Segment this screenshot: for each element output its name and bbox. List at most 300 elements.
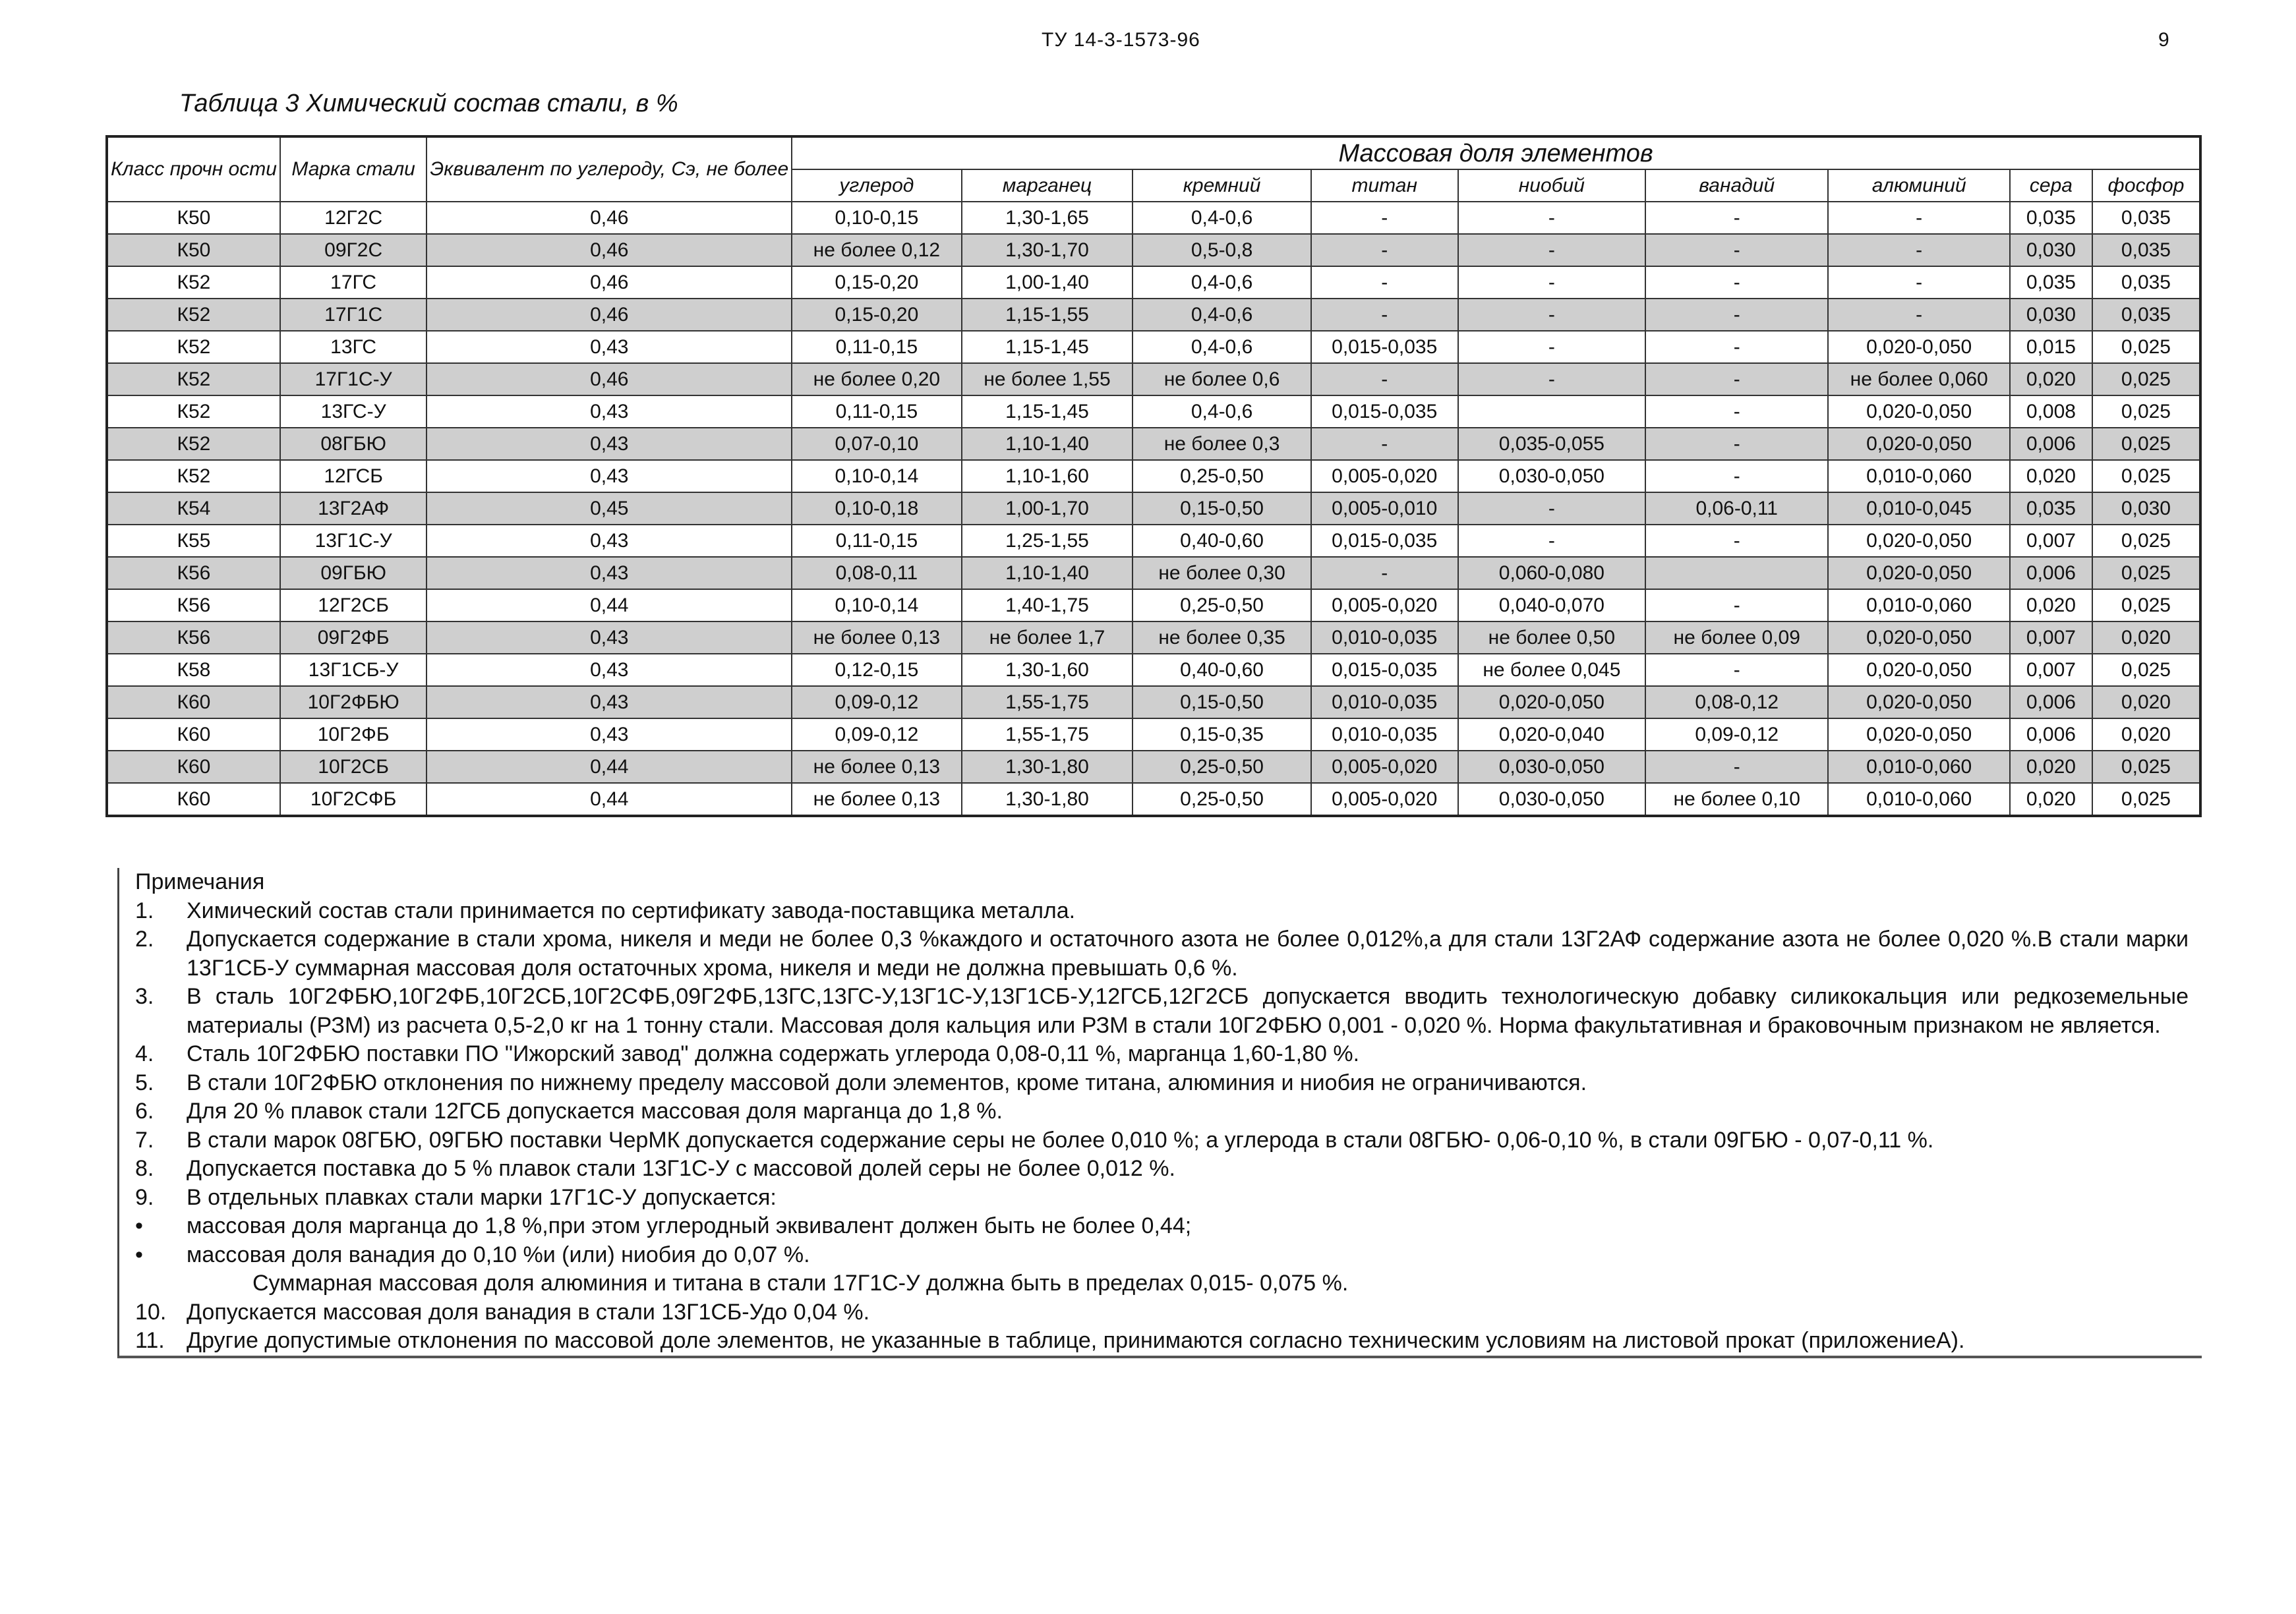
table-cell: К50 bbox=[107, 234, 280, 266]
table-cell: 0,020-0,050 bbox=[1828, 718, 2009, 751]
table-cell: 0,025 bbox=[2092, 363, 2200, 395]
note-text: Допускается содержание в стали хрома, никеля и меди не более 0,3 %каждого и остаточного азота не более 0,012%,а для стали 13Г2АФ содержание азота не более 0,020 %.В стали марки 13Г1СБ-У суммарная массовая доля остаточных хрома, никеля и меди не должна превышать 0,6 %. bbox=[187, 927, 2189, 981]
table-cell: 0,43 bbox=[427, 331, 792, 363]
table-cell: 0,4-0,6 bbox=[1133, 395, 1310, 428]
header-element: углерод bbox=[792, 169, 961, 202]
note-item bbox=[135, 1069, 2202, 1098]
table-cell: 0,020 bbox=[2092, 621, 2200, 654]
table-cell: - bbox=[1311, 363, 1458, 395]
table-cell: 0,030-0,050 bbox=[1458, 460, 1645, 492]
table-cell: 0,020 bbox=[2010, 460, 2092, 492]
table-cell: 0,010-0,060 bbox=[1828, 783, 2009, 816]
table-cell: 0,020-0,040 bbox=[1458, 718, 1645, 751]
table-cell: - bbox=[1645, 751, 1828, 783]
table-cell: 0,09-0,12 bbox=[1645, 718, 1828, 751]
table-cell: 0,015 bbox=[2010, 331, 2092, 363]
table-cell: 0,4-0,6 bbox=[1133, 299, 1310, 331]
note-text: массовая доля ванадия до 0,10 %и (или) ниобия до 0,07 %. bbox=[187, 1242, 810, 1267]
table-cell: 0,020-0,050 bbox=[1458, 686, 1645, 718]
table-cell: 0,06-0,11 bbox=[1645, 492, 1828, 525]
table-cell: - bbox=[1645, 234, 1828, 266]
note-item bbox=[135, 1327, 2202, 1356]
table-cell: К58 bbox=[107, 654, 280, 686]
table-cell: 0,08-0,11 bbox=[792, 557, 961, 589]
table-cell: 0,12-0,15 bbox=[792, 654, 961, 686]
table-cell: 1,10-1,40 bbox=[962, 557, 1133, 589]
table-cell: - bbox=[1645, 589, 1828, 621]
note-text: Для 20 % плавок стали 12ГСБ допускается массовая доля марганца до 1,8 %. bbox=[187, 1099, 1003, 1124]
table-cell: - bbox=[1828, 299, 2009, 331]
table-cell: 0,40-0,60 bbox=[1133, 525, 1310, 557]
table-row bbox=[107, 589, 2200, 621]
table-cell: не более 0,20 bbox=[792, 363, 961, 395]
table-cell: 0,006 bbox=[2010, 718, 2092, 751]
table-cell: 0,005-0,010 bbox=[1311, 492, 1458, 525]
header-class: Класс прочн ости bbox=[107, 136, 280, 202]
table-cell: 1,15-1,45 bbox=[962, 331, 1133, 363]
table-cell: 1,30-1,65 bbox=[962, 202, 1133, 234]
table-cell: - bbox=[1458, 202, 1645, 234]
table-cell: К56 bbox=[107, 557, 280, 589]
table-cell: 1,30-1,80 bbox=[962, 783, 1133, 816]
table-cell: 10Г2ФБ bbox=[280, 718, 427, 751]
table-cell: 0,010-0,035 bbox=[1311, 621, 1458, 654]
table-cell: не более 0,35 bbox=[1133, 621, 1310, 654]
table-cell: К56 bbox=[107, 621, 280, 654]
table-cell: 0,4-0,6 bbox=[1133, 266, 1310, 299]
table-cell: не более 0,13 bbox=[792, 751, 961, 783]
table-cell: - bbox=[1645, 202, 1828, 234]
table-cell: не более 0,13 bbox=[792, 621, 961, 654]
table-cell: 0,43 bbox=[427, 460, 792, 492]
table-cell: 0,007 bbox=[2010, 621, 2092, 654]
note-number: • bbox=[135, 1213, 143, 1238]
table-cell: 09ГБЮ bbox=[280, 557, 427, 589]
note-number: 2. bbox=[135, 927, 154, 952]
table-cell: 0,4-0,6 bbox=[1133, 331, 1310, 363]
table-cell: - bbox=[1645, 428, 1828, 460]
table-cell: не более 0,3 bbox=[1133, 428, 1310, 460]
table-cell: - bbox=[1311, 266, 1458, 299]
table-cell: 0,40-0,60 bbox=[1133, 654, 1310, 686]
table-cell: 0,025 bbox=[2092, 654, 2200, 686]
table-cell: 0,43 bbox=[427, 428, 792, 460]
header-mass-fraction: Массовая доля элементов bbox=[792, 136, 2200, 169]
table-cell: - bbox=[1645, 460, 1828, 492]
table-cell: - bbox=[1311, 428, 1458, 460]
table-cell: - bbox=[1828, 234, 2009, 266]
table-cell: 12Г2С bbox=[280, 202, 427, 234]
note-item bbox=[135, 1212, 2202, 1241]
table-cell: 0,015-0,035 bbox=[1311, 395, 1458, 428]
table-cell: 0,11-0,15 bbox=[792, 395, 961, 428]
table-cell: 0,44 bbox=[427, 589, 792, 621]
table-cell: - bbox=[1645, 395, 1828, 428]
table-cell: 0,010-0,060 bbox=[1828, 751, 2009, 783]
table-cell: не более 0,30 bbox=[1133, 557, 1310, 589]
chemical-composition-table bbox=[105, 135, 2202, 817]
table-cell: - bbox=[1828, 202, 2009, 234]
table-cell: 0,5-0,8 bbox=[1133, 234, 1310, 266]
table-cell: 0,035 bbox=[2010, 266, 2092, 299]
table-cell: - bbox=[1645, 525, 1828, 557]
table-cell: 1,15-1,55 bbox=[962, 299, 1133, 331]
table-cell: 0,020 bbox=[2010, 751, 2092, 783]
table-cell: К52 bbox=[107, 363, 280, 395]
note-text: В сталь 10Г2ФБЮ,10Г2ФБ,10Г2СБ,10Г2СФБ,09Г2ФБ,13ГС,13ГС-У,13Г1С-У,13Г1СБ-У,12ГСБ,12Г2СБ допускается вводить технологическую добавку силикокальция или редкоземельные материалы (РЗМ) из расчета 0,5-2,0 кг на 1 тонну стали. Массовая доля кальция или РЗМ в стали 10Г2ФБЮ 0,001 - 0,020 %. Норма факультативная и браковочным признаком не является. bbox=[187, 984, 2189, 1038]
table-cell: 0,006 bbox=[2010, 557, 2092, 589]
note-number: 3. bbox=[135, 984, 154, 1009]
table-cell: 12Г2СБ bbox=[280, 589, 427, 621]
table-cell: 0,07-0,10 bbox=[792, 428, 961, 460]
table-cell: - bbox=[1458, 266, 1645, 299]
table-cell: 0,025 bbox=[2092, 589, 2200, 621]
table-cell: - bbox=[1645, 299, 1828, 331]
header-carbon-equivalent: Эквивалент по углероду, Сэ, не более bbox=[427, 136, 792, 202]
note-number: 6. bbox=[135, 1099, 154, 1124]
table-cell: 0,010-0,035 bbox=[1311, 718, 1458, 751]
note-text: Другие допустимые отклонения по массовой доле элементов, не указанные в таблице, принимаются согласно техническим условиям на листовой прокат (приложениеА). bbox=[187, 1328, 1965, 1353]
table-cell: 0,08-0,12 bbox=[1645, 686, 1828, 718]
table-cell: 17Г1С bbox=[280, 299, 427, 331]
table-cell: 1,10-1,60 bbox=[962, 460, 1133, 492]
table-cell: 0,035 bbox=[2010, 202, 2092, 234]
table-cell: 0,11-0,15 bbox=[792, 525, 961, 557]
table-row bbox=[107, 395, 2200, 428]
table-cell: 0,15-0,50 bbox=[1133, 492, 1310, 525]
note-text: Суммарная массовая доля алюминия и титана в стали 17Г1С-У должна быть в пределах 0,015- 0,075 %. bbox=[252, 1271, 1349, 1296]
table-cell: 0,020-0,050 bbox=[1828, 428, 2009, 460]
table-cell: 0,007 bbox=[2010, 654, 2092, 686]
notes-list bbox=[135, 897, 2202, 1356]
table-cell: 13Г1СБ-У bbox=[280, 654, 427, 686]
table-cell: 0,035 bbox=[2092, 266, 2200, 299]
header-element: ванадий bbox=[1645, 169, 1828, 202]
table-cell: 10Г2СФБ bbox=[280, 783, 427, 816]
table-cell: 0,25-0,50 bbox=[1133, 783, 1310, 816]
note-text: В отдельных плавках стали марки 17Г1С-У допускается: bbox=[187, 1184, 777, 1210]
note-number: 8. bbox=[135, 1156, 154, 1181]
table-cell: 0,10-0,18 bbox=[792, 492, 961, 525]
table-cell: 0,010-0,060 bbox=[1828, 460, 2009, 492]
table-cell: 0,020 bbox=[2010, 589, 2092, 621]
table-cell: 0,025 bbox=[2092, 331, 2200, 363]
table-row bbox=[107, 266, 2200, 299]
table-cell: 1,55-1,75 bbox=[962, 718, 1133, 751]
header-element: марганец bbox=[962, 169, 1133, 202]
header-element: ниобий bbox=[1458, 169, 1645, 202]
table-cell: 0,006 bbox=[2010, 686, 2092, 718]
table-row bbox=[107, 686, 2200, 718]
note-text: В стали 10Г2ФБЮ отклонения по нижнему пределу массовой доли элементов, кроме титана, алюминия и ниобия не ограничиваются. bbox=[187, 1070, 1587, 1095]
table-cell: 13Г1С-У bbox=[280, 525, 427, 557]
table-cell: 0,020-0,050 bbox=[1828, 621, 2009, 654]
table-cell: К52 bbox=[107, 331, 280, 363]
table-caption: Таблица 3 Химический состав стали, в % bbox=[179, 90, 678, 117]
table-cell: К52 bbox=[107, 266, 280, 299]
table-cell: 0,008 bbox=[2010, 395, 2092, 428]
note-item bbox=[135, 1269, 2202, 1298]
note-item bbox=[135, 925, 2202, 983]
table-cell: 09Г2С bbox=[280, 234, 427, 266]
table-cell: 0,10-0,14 bbox=[792, 589, 961, 621]
note-item bbox=[135, 1298, 2202, 1327]
note-number: 5. bbox=[135, 1070, 154, 1095]
table-row bbox=[107, 751, 2200, 783]
table-cell: 0,15-0,20 bbox=[792, 266, 961, 299]
notes-title: Примечания bbox=[135, 869, 265, 894]
table-cell: 0,10-0,14 bbox=[792, 460, 961, 492]
table-cell: 0,43 bbox=[427, 654, 792, 686]
table-cell: 1,55-1,75 bbox=[962, 686, 1133, 718]
header-element: фосфор bbox=[2092, 169, 2200, 202]
table-cell: К60 bbox=[107, 718, 280, 751]
table-cell: - bbox=[1458, 525, 1645, 557]
table-cell: 0,005-0,020 bbox=[1311, 589, 1458, 621]
table-cell: 0,11-0,15 bbox=[792, 331, 961, 363]
document-code: ТУ 14-3-1573-96 bbox=[1042, 29, 1200, 51]
table-cell: К60 bbox=[107, 783, 280, 816]
table-cell: 10Г2СБ bbox=[280, 751, 427, 783]
table-cell: - bbox=[1311, 234, 1458, 266]
table-cell: 0,015-0,035 bbox=[1311, 525, 1458, 557]
header-element: сера bbox=[2010, 169, 2092, 202]
table-cell: не более 0,045 bbox=[1458, 654, 1645, 686]
table-cell: 0,025 bbox=[2092, 783, 2200, 816]
table-cell: 0,030-0,050 bbox=[1458, 751, 1645, 783]
table-cell: 0,43 bbox=[427, 557, 792, 589]
table-cell: 0,25-0,50 bbox=[1133, 751, 1310, 783]
table-cell: 0,46 bbox=[427, 234, 792, 266]
table-cell: 0,007 bbox=[2010, 525, 2092, 557]
table-cell: 0,005-0,020 bbox=[1311, 783, 1458, 816]
table-cell: 0,25-0,50 bbox=[1133, 589, 1310, 621]
table-cell: К56 bbox=[107, 589, 280, 621]
table-cell: К50 bbox=[107, 202, 280, 234]
note-item bbox=[135, 1241, 2202, 1270]
table-cell bbox=[1458, 395, 1645, 428]
table-cell: 0,09-0,12 bbox=[792, 686, 961, 718]
table-cell: 1,30-1,80 bbox=[962, 751, 1133, 783]
table-cell: 0,035 bbox=[2092, 234, 2200, 266]
table-cell: - bbox=[1311, 202, 1458, 234]
table-cell: 12ГСБ bbox=[280, 460, 427, 492]
note-item bbox=[135, 897, 2202, 926]
table-cell: 1,40-1,75 bbox=[962, 589, 1133, 621]
table-row bbox=[107, 363, 2200, 395]
table-cell: 17Г1С-У bbox=[280, 363, 427, 395]
table-cell: - bbox=[1311, 299, 1458, 331]
table-cell: К54 bbox=[107, 492, 280, 525]
table-cell: - bbox=[1458, 299, 1645, 331]
table-cell: 1,00-1,40 bbox=[962, 266, 1133, 299]
note-item bbox=[135, 1184, 2202, 1213]
table-cell: 0,025 bbox=[2092, 557, 2200, 589]
table-cell: К52 bbox=[107, 460, 280, 492]
table-cell: 0,020 bbox=[2010, 363, 2092, 395]
table-cell: 0,015-0,035 bbox=[1311, 654, 1458, 686]
table-cell: 0,006 bbox=[2010, 428, 2092, 460]
note-number: 7. bbox=[135, 1127, 154, 1153]
table-cell: - bbox=[1645, 363, 1828, 395]
note-text: Химический состав стали принимается по сертификату завода-поставщика металла. bbox=[187, 898, 1076, 923]
table-cell: 0,46 bbox=[427, 202, 792, 234]
table-row bbox=[107, 557, 2200, 589]
table-cell: не более 0,13 bbox=[792, 783, 961, 816]
table-cell: 0,010-0,060 bbox=[1828, 589, 2009, 621]
note-number: 1. bbox=[135, 898, 154, 923]
table-cell: 0,4-0,6 bbox=[1133, 202, 1310, 234]
table-cell: 0,43 bbox=[427, 395, 792, 428]
table-cell: не более 1,55 bbox=[962, 363, 1133, 395]
table-cell: 13ГС-У bbox=[280, 395, 427, 428]
table-cell: 0,09-0,12 bbox=[792, 718, 961, 751]
table-row bbox=[107, 783, 2200, 816]
note-number: • bbox=[135, 1242, 143, 1267]
table-cell: К60 bbox=[107, 751, 280, 783]
table-cell: 0,030 bbox=[2010, 299, 2092, 331]
table-row bbox=[107, 428, 2200, 460]
table-cell: 0,020 bbox=[2092, 718, 2200, 751]
table-cell: - bbox=[1645, 331, 1828, 363]
note-item bbox=[135, 1097, 2202, 1126]
header-element: кремний bbox=[1133, 169, 1310, 202]
table-cell: - bbox=[1311, 557, 1458, 589]
table-cell: не более 0,12 bbox=[792, 234, 961, 266]
table-cell: 0,025 bbox=[2092, 428, 2200, 460]
note-item bbox=[135, 1126, 2202, 1155]
table-cell: не более 0,09 bbox=[1645, 621, 1828, 654]
table-cell: не более 0,10 bbox=[1645, 783, 1828, 816]
table-row bbox=[107, 654, 2200, 686]
table-cell: 1,10-1,40 bbox=[962, 428, 1133, 460]
note-text: Допускается поставка до 5 % плавок стали 13Г1С-У с массовой долей серы не более 0,012 %. bbox=[187, 1156, 1175, 1181]
table-cell: 0,46 bbox=[427, 363, 792, 395]
table-cell: 0,45 bbox=[427, 492, 792, 525]
table-cell: 0,035-0,055 bbox=[1458, 428, 1645, 460]
table-cell: 10Г2ФБЮ bbox=[280, 686, 427, 718]
table-cell: 0,030-0,050 bbox=[1458, 783, 1645, 816]
table-cell: 0,44 bbox=[427, 783, 792, 816]
note-number: 10. bbox=[135, 1299, 167, 1325]
table-cell: 1,30-1,60 bbox=[962, 654, 1133, 686]
header-element: титан bbox=[1311, 169, 1458, 202]
note-text: Сталь 10Г2ФБЮ поставки ПО "Ижорский завод" должна содержать углерода 0,08-0,11 %, марганца 1,60-1,80 %. bbox=[187, 1041, 1360, 1066]
table-row bbox=[107, 718, 2200, 751]
table-row bbox=[107, 234, 2200, 266]
table-cell: - bbox=[1645, 654, 1828, 686]
table-cell: 0,020 bbox=[2010, 783, 2092, 816]
table-cell: не более 0,50 bbox=[1458, 621, 1645, 654]
table-cell: не более 0,060 bbox=[1828, 363, 2009, 395]
table-cell: 0,43 bbox=[427, 621, 792, 654]
note-number: 4. bbox=[135, 1041, 154, 1066]
table-cell: 0,025 bbox=[2092, 395, 2200, 428]
table-cell: не более 1,7 bbox=[962, 621, 1133, 654]
table-cell: 1,25-1,55 bbox=[962, 525, 1133, 557]
table-cell: 09Г2ФБ bbox=[280, 621, 427, 654]
table-cell: 0,10-0,15 bbox=[792, 202, 961, 234]
table-cell: 1,00-1,70 bbox=[962, 492, 1133, 525]
table-row bbox=[107, 621, 2200, 654]
table-cell: 1,15-1,45 bbox=[962, 395, 1133, 428]
table-row bbox=[107, 492, 2200, 525]
table-cell: 0,020-0,050 bbox=[1828, 395, 2009, 428]
table-cell: 0,035 bbox=[2092, 202, 2200, 234]
table-cell: 0,040-0,070 bbox=[1458, 589, 1645, 621]
table-cell: 0,020-0,050 bbox=[1828, 331, 2009, 363]
table-cell: 0,46 bbox=[427, 299, 792, 331]
table-cell: 0,020-0,050 bbox=[1828, 686, 2009, 718]
table-row bbox=[107, 525, 2200, 557]
table-cell: 13Г2АФ bbox=[280, 492, 427, 525]
table-cell: - bbox=[1645, 266, 1828, 299]
table-cell: 0,035 bbox=[2092, 299, 2200, 331]
table-cell: - bbox=[1458, 363, 1645, 395]
note-text: массовая доля марганца до 1,8 %,при этом углеродный эквивалент должен быть не более 0,44; bbox=[187, 1213, 1192, 1238]
table-cell: 0,15-0,35 bbox=[1133, 718, 1310, 751]
table-cell: 0,005-0,020 bbox=[1311, 751, 1458, 783]
table-row bbox=[107, 202, 2200, 234]
table-cell: - bbox=[1828, 266, 2009, 299]
table-cell: 08ГБЮ bbox=[280, 428, 427, 460]
header-element: алюминий bbox=[1828, 169, 2009, 202]
table-cell: 0,020-0,050 bbox=[1828, 654, 2009, 686]
table-cell: 0,030 bbox=[2092, 492, 2200, 525]
table-cell: 0,015-0,035 bbox=[1311, 331, 1458, 363]
table-cell: 0,030 bbox=[2010, 234, 2092, 266]
page-number: 9 bbox=[2158, 29, 2169, 51]
table-cell: 0,15-0,50 bbox=[1133, 686, 1310, 718]
table-cell: 0,43 bbox=[427, 686, 792, 718]
table-cell: - bbox=[1458, 331, 1645, 363]
note-text: В стали марок 08ГБЮ, 09ГБЮ поставки ЧерМК допускается содержание серы не более 0,010 %; а углерода в стали 08ГБЮ- 0,06-0,10 %, в стали 09ГБЮ - 0,07-0,11 %. bbox=[187, 1127, 1934, 1153]
table-cell: 0,020 bbox=[2092, 686, 2200, 718]
table-cell: 0,15-0,20 bbox=[792, 299, 961, 331]
table-cell: 0,25-0,50 bbox=[1133, 460, 1310, 492]
table-cell: К52 bbox=[107, 395, 280, 428]
table-cell: 0,020-0,050 bbox=[1828, 525, 2009, 557]
table-row bbox=[107, 331, 2200, 363]
note-number bbox=[135, 1269, 187, 1298]
note-item bbox=[135, 1040, 2202, 1069]
table-cell: 0,010-0,045 bbox=[1828, 492, 2009, 525]
notes-section bbox=[117, 868, 2202, 1358]
table-cell bbox=[1645, 557, 1828, 589]
note-text: Допускается массовая доля ванадия в стали 13Г1СБ-Удо 0,04 %. bbox=[187, 1299, 870, 1325]
table-cell: 1,30-1,70 bbox=[962, 234, 1133, 266]
table-cell: 13ГС bbox=[280, 331, 427, 363]
table-cell: 0,035 bbox=[2010, 492, 2092, 525]
table-cell: - bbox=[1458, 234, 1645, 266]
table-cell: не более 0,6 bbox=[1133, 363, 1310, 395]
table-cell: 17ГС bbox=[280, 266, 427, 299]
table-cell: 0,43 bbox=[427, 718, 792, 751]
table-cell: К60 bbox=[107, 686, 280, 718]
table-cell: 0,010-0,035 bbox=[1311, 686, 1458, 718]
table-cell: - bbox=[1458, 492, 1645, 525]
table-cell: 0,44 bbox=[427, 751, 792, 783]
header-grade: Марка стали bbox=[280, 136, 427, 202]
note-number: 11. bbox=[135, 1328, 165, 1353]
note-item bbox=[135, 983, 2202, 1040]
table-cell: 0,025 bbox=[2092, 751, 2200, 783]
table-cell: К52 bbox=[107, 299, 280, 331]
table-row bbox=[107, 299, 2200, 331]
table-row bbox=[107, 460, 2200, 492]
table-cell: 0,025 bbox=[2092, 525, 2200, 557]
table-cell: 0,005-0,020 bbox=[1311, 460, 1458, 492]
